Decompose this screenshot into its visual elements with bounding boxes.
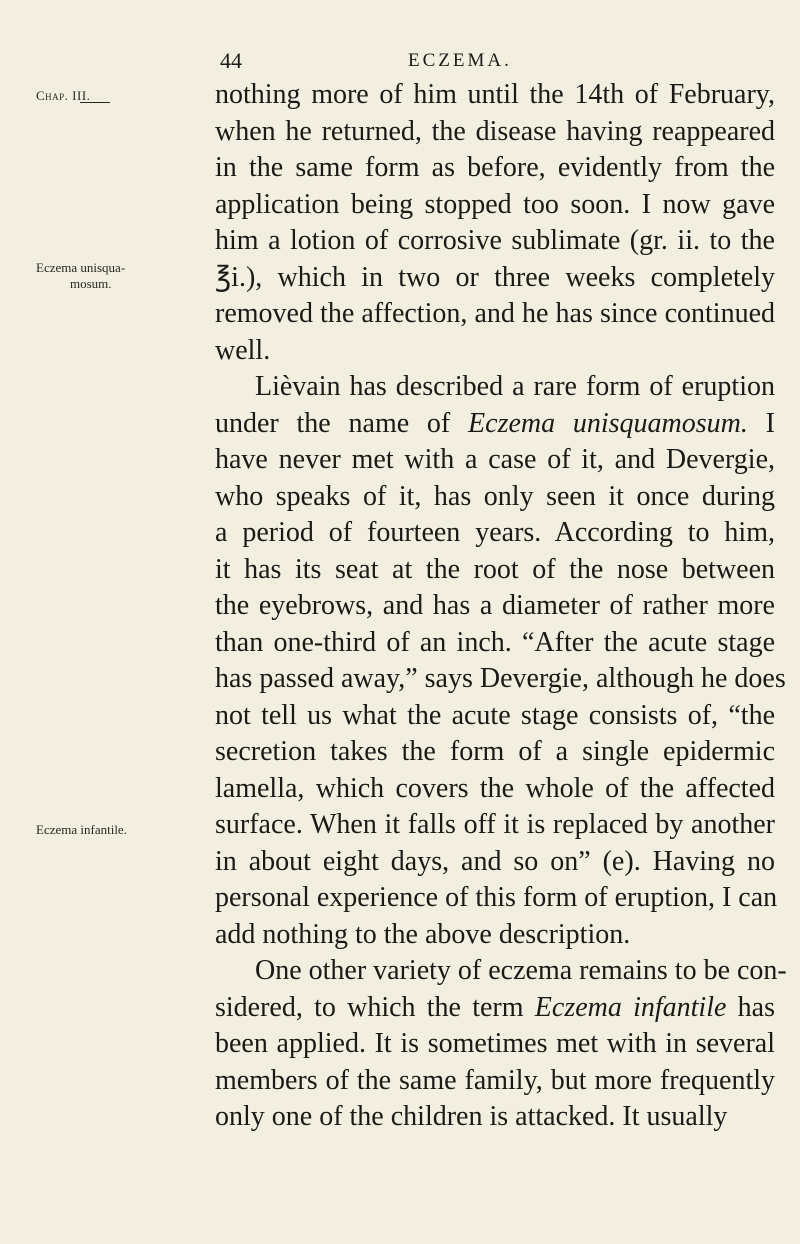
text-fragment: has [726, 991, 775, 1023]
text-fragment: sidered, to which the term [215, 991, 535, 1023]
text-line: than one-third of an inch. “After the acute stage [215, 626, 775, 658]
text-fragment: under the name of [215, 407, 469, 439]
margin-note-line: Eczema infantile. [36, 822, 127, 837]
text-line: who speaks of it, has only seen it once during [215, 480, 775, 512]
text-line: removed the affection, and he has since continued [215, 298, 775, 329]
text-line: One other variety of eczema remains to be con- [255, 955, 787, 986]
text-line: have never met with a case of it, and Devergie, [215, 444, 775, 475]
text-line: members of the same family, but more frequently [215, 1064, 775, 1096]
body-text [215, 77, 787, 1136]
text-line: personal experience of this form of eruption, I can [215, 882, 778, 913]
running-title: ECZEMA. [408, 50, 512, 71]
text-line: ℥i.), which in two or three weeks completely [215, 261, 775, 293]
text-line: lamella, which covers the whole of the affected [215, 772, 775, 804]
page-header [0, 48, 800, 78]
text-line: in the same form as before, evidently from the [215, 152, 775, 183]
text-line: secretion takes the form of a single epidermic [215, 736, 775, 767]
margin-note-eczema-unisquamosum [36, 260, 176, 292]
text-line: nothing more of him until the 14th of February, [215, 79, 775, 110]
text-line: only one of the children is attacked. It usually [215, 1101, 728, 1132]
text-line: has passed away,” says Devergie, although he does [215, 663, 786, 694]
italic-term: Eczema unisquamosum. [468, 407, 748, 439]
text-line: well. [215, 334, 271, 366]
text-line [215, 406, 775, 443]
text-line: not tell us what the acute stage consists of, “the [215, 699, 775, 731]
text-line: the eyebrows, and has a diameter of rather more [215, 590, 775, 621]
text-fragment: I [747, 407, 776, 439]
margin-note-line: mosum. [70, 276, 112, 291]
text-line: Lièvain has described a rare form of eruption [255, 371, 775, 402]
margin-note-chapter [36, 88, 110, 103]
text-line: when he returned, the disease having reappeared [215, 115, 775, 147]
margin-note-line: Eczema unisqua- [36, 260, 126, 275]
text-line: him a lotion of corrosive sublimate (gr. ii. to the [215, 225, 775, 256]
text-line: been applied. It is sometimes met with in several [215, 1028, 775, 1059]
text-line: in about eight days, and so on” (e). Having no [215, 845, 775, 877]
margin-note-eczema-infantile [36, 822, 127, 838]
text-line: it has its seat at the root of the nose between [215, 553, 775, 585]
text-line: a period of fourteen years. According to him, [215, 517, 775, 548]
chapter-label: Chap. III. [36, 88, 91, 103]
text-line: add nothing to the above description. [215, 918, 631, 950]
italic-term: Eczema infantile [534, 991, 727, 1023]
text-line: surface. When it falls off it is replaced by another [215, 809, 775, 840]
page-number: 44 [220, 48, 242, 73]
text-line [215, 990, 775, 1027]
text-line: application being stopped too soon. I now gave [215, 188, 775, 220]
